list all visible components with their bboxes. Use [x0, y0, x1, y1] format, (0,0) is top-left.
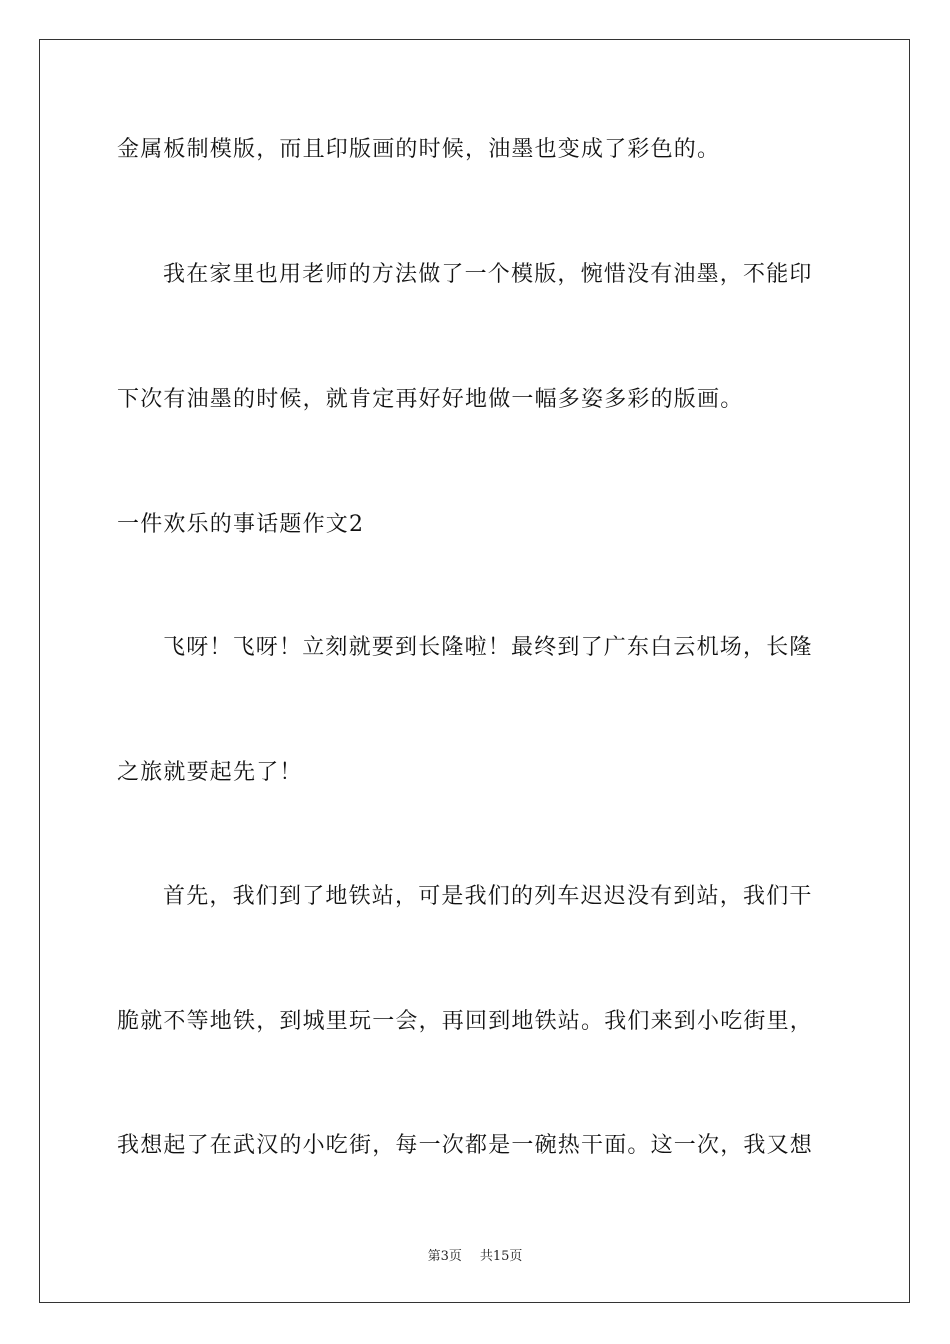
- paragraph-line: 脆就不等地铁，到城里玩一会，再回到地铁站。我们来到小吃街里，: [117, 1009, 814, 1034]
- page-border: [39, 39, 910, 1303]
- page-footer: [0, 1249, 950, 1265]
- total-pages: 共15页: [479, 1249, 523, 1264]
- section-heading: 一件欢乐的事话题作文2: [117, 512, 365, 537]
- paragraph-line: 下次有油墨的时候，就肯定再好好地做一幅多姿多彩的版画。: [117, 387, 744, 412]
- paragraph-line: 之旅就要起先了！: [117, 760, 303, 785]
- paragraph-line: 我想起了在武汉的小吃街，每一次都是一碗热干面。这一次，我又想: [117, 1133, 814, 1158]
- paragraph-line: 金属板制模版，而且印版画的时候，油墨也变成了彩色的。: [117, 137, 721, 162]
- paragraph-line: 飞呀！飞呀！立刻就要到长隆啦！最终到了广东白云机场，长隆: [163, 635, 813, 660]
- paragraph-line: 首先，我们到了地铁站，可是我们的列车迟迟没有到站，我们干: [163, 884, 813, 909]
- page-number: 第3页: [427, 1249, 462, 1264]
- paragraph-line: 我在家里也用老师的方法做了一个模版，惋惜没有油墨，不能印: [163, 262, 813, 287]
